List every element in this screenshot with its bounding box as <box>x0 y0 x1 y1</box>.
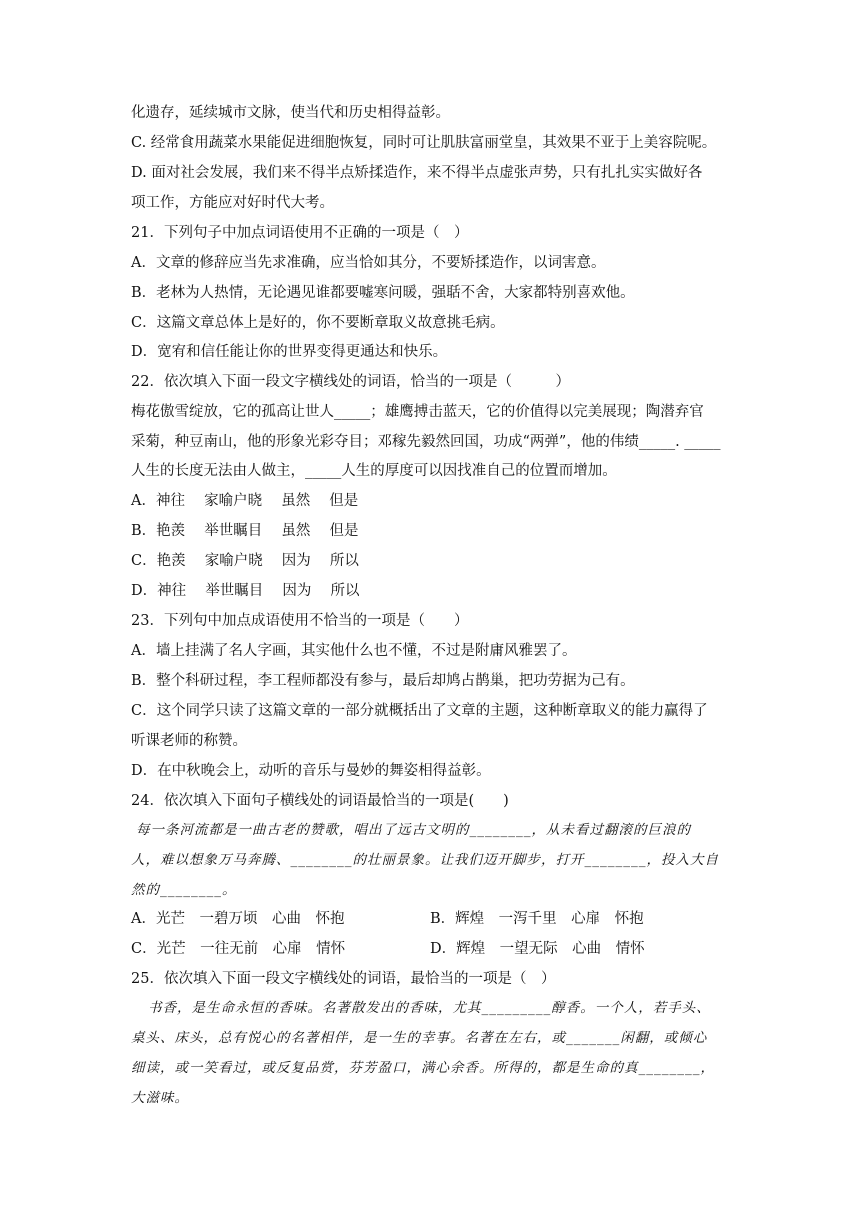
text-line: 化遗存，延续城市文脉，使当代和历史相得益彰。 <box>131 105 450 121</box>
option-d: D．宽宥和信任能让你的世界变得更通达和快乐。 <box>131 344 448 360</box>
question-23-title: 23．下列句中加点成语使用不恰当的一项是（ ） <box>131 613 469 629</box>
option-c: C．艳羡 家喻户晓 因为 所以 <box>131 553 359 569</box>
option-b: B．辉煌 一泻千里 心扉 怀抱 <box>430 911 644 927</box>
text-line: C. 经常食用蔬菜水果能促进细胞恢复，同时可让肌肤富丽堂皇，其效果不亚于上美容院呢。 <box>131 135 717 151</box>
passage-line: 人生的长度无法由人做主，_____人生的厚度可以因找准自己的位置而增加。 <box>131 463 617 479</box>
option-a: A．神往 家喻户晓 虽然 但是 <box>131 493 359 509</box>
option-c: C．光芒 一往无前 心扉 情怀 <box>131 941 346 957</box>
passage-line: 梅花傲雪绽放，它的孤高让世人_____；雄鹰搏击蓝天，它的价值得以完美展现；陶潜弃官 <box>131 404 704 420</box>
question-24-title: 24．依次填入下面句子横线处的词语最恰当的一项是( ) <box>131 793 509 809</box>
option-a: A．文章的修辞应当先求准确，应当恰如其分，不要矫揉造作，以词害意。 <box>131 255 606 271</box>
option-d: D．辉煌 一望无际 心曲 情怀 <box>430 941 645 957</box>
passage-line: 细读，或一笑看过，或反复品赏，芬芳盈口，满心余香。所得的，都是生命的真________， <box>131 1060 715 1076</box>
passage-line: 桌头、床头，总有悦心的名著相伴，是一生的幸事。名著在左右，或_______闲翻，或倾心 <box>131 1030 708 1046</box>
question-21-title: 21．下列句子中加点词语使用不正确的一项是（ ） <box>131 225 469 241</box>
option-b: B．艳羡 举世瞩目 虽然 但是 <box>131 523 359 539</box>
option-d: D．在中秋晚会上，动听的音乐与曼妙的舞姿相得益彰。 <box>131 763 491 779</box>
option-c: C．这篇文章总体上是好的，你不要断章取义故意挑毛病。 <box>131 315 505 331</box>
passage-line: 然的________。 <box>131 882 237 898</box>
option-c-cont: 听课老师的称赞。 <box>131 733 247 749</box>
passage-line: 每一条河流都是一曲古老的赞歌，唱出了远古文明的________，从未看过翻滚的巨浪的 <box>136 822 691 838</box>
question-22-title: 22．依次填入下面一段文字横线处的词语，恰当的一项是（ ） <box>131 374 570 390</box>
text-line: D. 面对社会发展，我们来不得半点矫揉造作，来不得半点虚张声势，只有扎扎实实做好各 <box>131 165 703 181</box>
option-a: A．墙上挂满了名人字画，其实他什么也不懂，不过是附庸风雅罢了。 <box>131 643 577 659</box>
option-d: D．神往 举世瞩目 因为 所以 <box>131 583 360 599</box>
passage-line: 人，难以想象万马奔腾、________的壮丽景象。让我们迈开脚步，打开________，投入大自 <box>131 852 719 868</box>
option-b: B．整个科研过程，李工程师都没有参与，最后却鸠占鹊巢，把功劳据为己有。 <box>131 673 635 689</box>
text-line: 项工作，方能应对好时代大考。 <box>131 195 334 211</box>
passage-line: 书香，是生命永恒的香味。名著散发出的香味，尤其_________醇香。一个人，若手头、 <box>148 1000 711 1016</box>
question-25-title: 25．依次填入下面一段文字横线处的词语，最恰当的一项是（ ） <box>131 971 556 987</box>
passage-line: 大滋味。 <box>131 1090 189 1106</box>
option-c: C．这个同学只读了这篇文章的一部分就概括出了文章的主题，这种断章取义的能力赢得了 <box>131 703 708 719</box>
option-b: B．老林为人热情，无论遇见谁都要嘘寒问暖，强聒不舍，大家都特别喜欢他。 <box>131 285 635 301</box>
option-a: A．光芒 一碧万顷 心曲 怀抱 <box>131 911 345 927</box>
passage-line: 采菊，种豆南山，他的形象光彩夺目；邓稼先毅然回国，功成“两弹”，他的伟绩_____. _____ <box>131 434 721 450</box>
